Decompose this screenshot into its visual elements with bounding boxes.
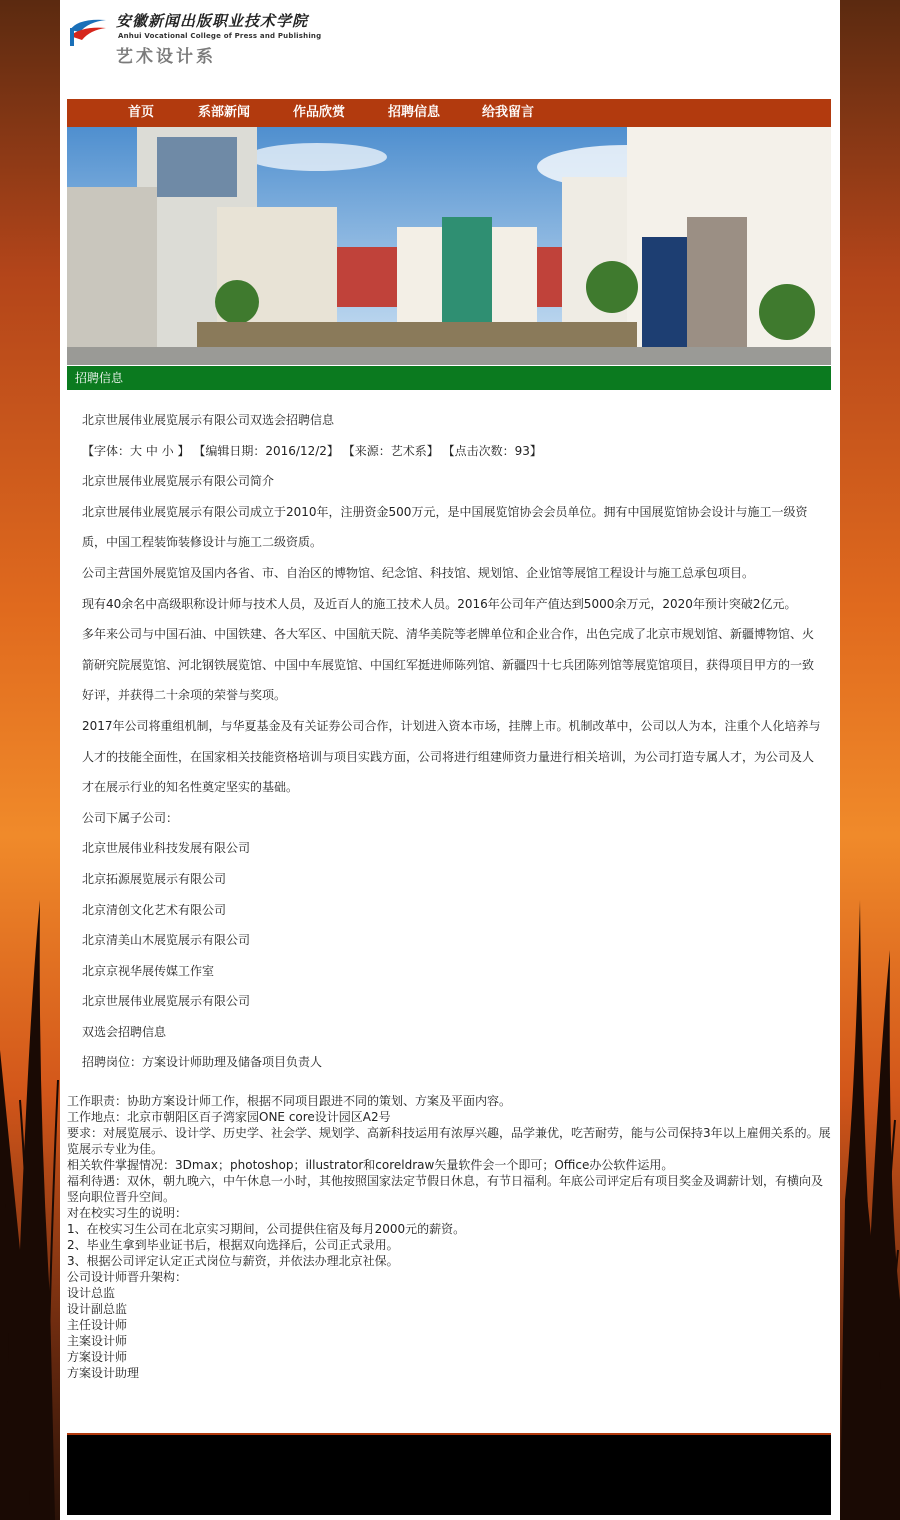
font-size-large-link[interactable]: 大 [130, 443, 143, 458]
plan-paragraph: 2017年公司将重组机制，与华夏基金及有关证券公司合作，计划进入资本市场，挂牌上市。机制改革中，公司以人为本，注重个人化培养与人才的技能全面性，在国家相关技能资格培训与项目实践方面，公司将进行组建师资力量进行相关培训，为公司打造专属人才，为公司及人才在展示行业的知名性奠定坚实的基础。 [82, 718, 821, 795]
campus-banner-image [67, 127, 831, 365]
job-fair-heading: 双选会招聘信息 [82, 1024, 167, 1039]
article-meta [82, 436, 822, 467]
detail-line: 工作职责：协助方案设计师工作，根据不同项目跟进不同的策划、方案及平面内容。 [67, 1094, 512, 1108]
section-header-bar [67, 366, 831, 390]
detail-line: 相关软件掌握情况：3Dmax；photoshop；illustrator和coreldraw矢量软件会一个即可；Office办公软件运用。 [67, 1158, 674, 1172]
click-count: 【点击次数：93】 [442, 443, 542, 458]
nav-item-home[interactable]: 首页 [128, 105, 155, 120]
nav-item-message[interactable]: 给我留言 [482, 105, 535, 120]
job-position: 招聘岗位：方案设计师助理及储备项目负责人 [82, 1055, 323, 1070]
job-details [67, 1093, 831, 1381]
company-intro-heading: 北京世展伟业展览展示有限公司简介 [82, 474, 275, 489]
detail-line: 2、毕业生拿到毕业证书后，根据双向选择后，公司正式录用。 [67, 1238, 399, 1252]
partners-paragraph: 多年来公司与中国石油、中国铁建、各大军区、中国航天院、清华美院等老牌单位和企业合作，出色完成了北京市规划馆、新疆博物馆、火箭研究院展览馆、河北钢铁展览馆、中国中车展览馆、中国红军挺进师陈列馆、新疆四十七兵团陈列馆等展览馆项目，获得项目甲方的一致好评，并获得二十余项的荣誉与奖项。 [82, 627, 815, 703]
site-header [60, 0, 840, 96]
edit-date: 【编辑日期：2016/12/2】 [193, 443, 339, 458]
staff-paragraph: 现有40余名中高级职称设计师与技术人员，及近百人的施工技术人员。2016年公司年产值达到5000余万元，2020年预计突破2亿元。 [82, 596, 797, 611]
main-nav [67, 99, 831, 128]
detail-line: 工作地点：北京市朝阳区百子湾家园ONE core设计园区A2号 [67, 1110, 391, 1124]
company-intro-paragraph: 北京世展伟业展览展示有限公司成立于2010年，注册资金500万元，是中国展览馆协会会员单位。拥有中国展览馆协会设计与施工一级资质，中国工程装饰装修设计与施工二级资质。 [82, 504, 808, 550]
subsidiary-item: 北京京视华展传媒工作室 [82, 963, 215, 978]
detail-line: 3、根据公司评定认定正式岗位与薪资，并依法办理北京社保。 [67, 1254, 399, 1268]
detail-line: 设计总监 [67, 1286, 116, 1300]
subsidiary-item: 北京世展伟业展览展示有限公司 [82, 994, 251, 1009]
article-content [82, 405, 822, 1078]
department-name: 艺术设计系 [116, 47, 216, 67]
detail-line: 方案设计师 [67, 1350, 128, 1364]
detail-line: 福利待遇：双休，朝九晚六，中午休息一小时，其他按照国家法定节假日休息，有节日福利。年底公司评定后有项目奖金及调薪计划，有横向及竖向职位晋升空间。 [67, 1174, 824, 1204]
detail-line: 公司设计师晋升架构： [67, 1270, 188, 1284]
college-logo-icon [68, 14, 108, 46]
font-size-label: 【字体： [82, 443, 131, 458]
detail-line: 主任设计师 [67, 1318, 128, 1332]
font-size-suffix: 】 [177, 443, 190, 458]
detail-line: 主案设计师 [67, 1334, 128, 1348]
subsidiaries-heading: 公司下属子公司： [82, 810, 179, 825]
detail-line: 对在校实习生的说明： [67, 1206, 188, 1220]
subsidiary-item: 北京拓源展览展示有限公司 [82, 871, 227, 886]
detail-line: 方案设计助理 [67, 1366, 140, 1380]
article-title: 北京世展伟业展览展示有限公司双选会招聘信息 [82, 413, 335, 427]
nav-item-dept-news[interactable]: 系部新闻 [198, 105, 251, 120]
detail-line: 要求：对展览展示、设计学、历史学、社会学、规划学、高新科技运用有浓厚兴趣，品学兼优，吃苦耐劳，能与公司保持3年以上雇佣关系的。展览展示专业为佳。 [67, 1126, 831, 1156]
font-size-medium-link[interactable]: 中 [145, 443, 158, 458]
subsidiary-item: 北京世展伟业科技发展有限公司 [82, 841, 251, 856]
nav-item-recruitment[interactable]: 招聘信息 [388, 105, 441, 120]
detail-line: 设计副总监 [67, 1302, 128, 1316]
business-scope-paragraph: 公司主营国外展览馆及国内各省、市、自治区的博物馆、纪念馆、科技馆、规划馆、企业馆等展馆工程设计与施工总承包项目。 [82, 565, 755, 580]
section-title: 招聘信息 [75, 371, 124, 385]
nav-item-works[interactable]: 作品欣赏 [293, 105, 346, 120]
subsidiary-item: 北京清创文化艺术有限公司 [82, 902, 227, 917]
page-container [60, 0, 840, 1520]
school-name-cn: 安徽新闻出版职业技术学院 [116, 12, 309, 30]
site-footer [67, 1433, 831, 1515]
article-source: 【来源：艺术系】 [342, 443, 439, 458]
subsidiary-item: 北京清美山木展览展示有限公司 [82, 933, 251, 948]
school-name-en: Anhui Vocational College of Press and Publishing [118, 32, 322, 40]
detail-line: 1、在校实习生公司在北京实习期间，公司提供住宿及每月2000元的薪资。 [67, 1222, 466, 1236]
font-size-small-link[interactable]: 小 [161, 443, 174, 458]
